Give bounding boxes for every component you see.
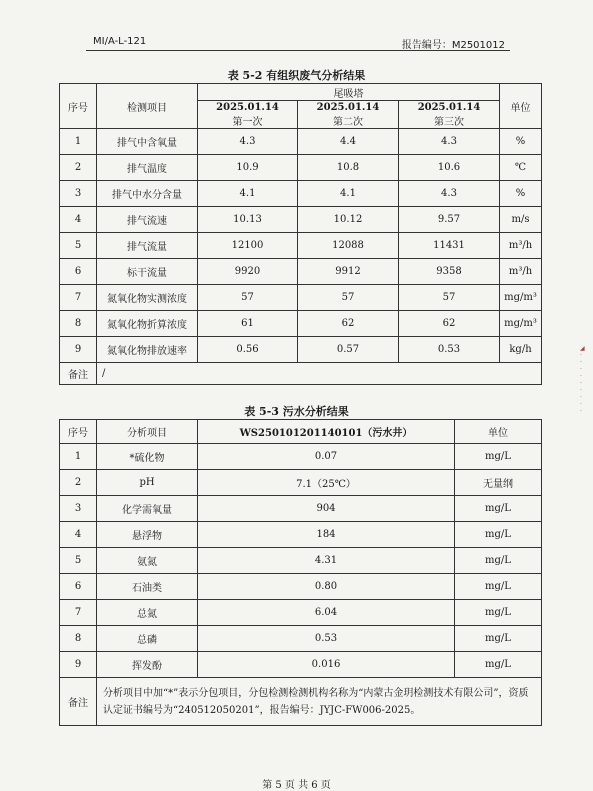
stamp-edge-mark: ◢ · · · · · · · · · bbox=[580, 345, 585, 415]
row-value: 4.3 bbox=[399, 181, 500, 207]
table1-note-value: / bbox=[97, 363, 542, 385]
col-item-header: 分析项目 bbox=[97, 420, 198, 444]
row-unit: kg/h bbox=[500, 337, 542, 363]
row-value: 0.016 bbox=[198, 652, 455, 678]
row-item: 总氮 bbox=[97, 600, 198, 626]
row-value: 61 bbox=[198, 311, 298, 337]
row-item: pH bbox=[97, 470, 198, 496]
page-number: 第 5 页 共 6 页 bbox=[262, 780, 331, 791]
row-number: 6 bbox=[60, 574, 97, 600]
row-number: 2 bbox=[60, 470, 97, 496]
row-item: 排气中含氧量 bbox=[97, 129, 198, 155]
table-row bbox=[60, 311, 542, 337]
row-item: 氮氧化物排放速率 bbox=[97, 337, 198, 363]
row-value: 11431 bbox=[399, 233, 500, 259]
row-value: 62 bbox=[298, 311, 399, 337]
row-value: 0.07 bbox=[198, 444, 455, 470]
table-row bbox=[60, 444, 542, 470]
row-item: 氮氧化物实测浓度 bbox=[97, 285, 198, 311]
col-no-header: 序号 bbox=[60, 420, 97, 444]
row-value: 7.1（25℃） bbox=[198, 470, 455, 496]
row-item: 氮氧化物折算浓度 bbox=[97, 311, 198, 337]
row-value: 10.12 bbox=[298, 207, 399, 233]
table-row bbox=[60, 181, 542, 207]
row-unit: mg/L bbox=[455, 444, 542, 470]
row-item: 氨氮 bbox=[97, 548, 198, 574]
row-value: 0.57 bbox=[298, 337, 399, 363]
row-number: 6 bbox=[60, 259, 97, 285]
row-number: 3 bbox=[60, 181, 97, 207]
row-unit: % bbox=[500, 129, 542, 155]
row-value: 9920 bbox=[198, 259, 298, 285]
row-value: 10.8 bbox=[298, 155, 399, 181]
table2-caption: 表 5-3 污水分析结果 bbox=[244, 405, 349, 418]
table-row bbox=[60, 337, 542, 363]
table-row bbox=[60, 548, 542, 574]
table-row bbox=[60, 652, 542, 678]
row-item: 化学需氧量 bbox=[97, 496, 198, 522]
col-sample-header: WS250101201140101（污水井） bbox=[198, 420, 455, 444]
table2-note-text: 分析项目中加“*”表示分包项目，分包检测检测机构名称为“内蒙古金玥检测技术有限公司”，资质认定证书编号为“240512050201”，报告编号：JYJC-FW006-2025。 bbox=[97, 678, 542, 726]
row-number: 2 bbox=[60, 155, 97, 181]
table-row bbox=[60, 129, 542, 155]
table1-note-label: 备注 bbox=[60, 363, 97, 385]
col-unit-header: 单位 bbox=[500, 84, 542, 129]
col-item-header: 检测项目 bbox=[97, 84, 198, 129]
table-row bbox=[60, 470, 542, 496]
row-unit: mg/L bbox=[455, 652, 542, 678]
waste-gas-table bbox=[59, 83, 542, 385]
table-row bbox=[60, 626, 542, 652]
row-unit: m/s bbox=[500, 207, 542, 233]
group-header: 尾吸塔 bbox=[198, 84, 500, 101]
run3-header: 2025.01.14 第三次 bbox=[399, 101, 500, 129]
table-row bbox=[60, 155, 542, 181]
row-item: 总磷 bbox=[97, 626, 198, 652]
report-number: 报告编号：M2501012 bbox=[401, 40, 505, 51]
row-number: 5 bbox=[60, 233, 97, 259]
row-number: 5 bbox=[60, 548, 97, 574]
row-number: 3 bbox=[60, 496, 97, 522]
row-value: 12100 bbox=[198, 233, 298, 259]
row-value: 10.6 bbox=[399, 155, 500, 181]
row-unit: mg/L bbox=[455, 626, 542, 652]
table-row bbox=[60, 522, 542, 548]
row-unit: mg/L bbox=[455, 522, 542, 548]
table-row bbox=[60, 600, 542, 626]
row-item: 挥发酚 bbox=[97, 652, 198, 678]
row-value: 184 bbox=[198, 522, 455, 548]
row-unit: m³/h bbox=[500, 233, 542, 259]
row-value: 4.31 bbox=[198, 548, 455, 574]
table-row bbox=[60, 285, 542, 311]
row-number: 7 bbox=[60, 285, 97, 311]
row-unit: mg/L bbox=[455, 496, 542, 522]
row-value: 0.56 bbox=[198, 337, 298, 363]
table1-caption: 表 5-2 有组织废气分析结果 bbox=[227, 69, 366, 82]
table-row bbox=[60, 496, 542, 522]
row-value: 4.1 bbox=[198, 181, 298, 207]
row-value: 10.13 bbox=[198, 207, 298, 233]
row-number: 8 bbox=[60, 311, 97, 337]
run2-header: 2025.01.14 第二次 bbox=[298, 101, 399, 129]
row-value: 10.9 bbox=[198, 155, 298, 181]
row-item: 排气流量 bbox=[97, 233, 198, 259]
row-item: 排气流速 bbox=[97, 207, 198, 233]
table2-note-label: 备注 bbox=[60, 678, 97, 726]
row-number: 1 bbox=[60, 444, 97, 470]
table-row bbox=[60, 233, 542, 259]
row-unit: 无量纲 bbox=[455, 470, 542, 496]
row-number: 1 bbox=[60, 129, 97, 155]
row-item: 排气中水分含量 bbox=[97, 181, 198, 207]
row-number: 4 bbox=[60, 207, 97, 233]
row-item: 排气温度 bbox=[97, 155, 198, 181]
row-value: 57 bbox=[198, 285, 298, 311]
row-unit: mg/L bbox=[455, 548, 542, 574]
row-value: 9912 bbox=[298, 259, 399, 285]
row-number: 4 bbox=[60, 522, 97, 548]
row-value: 0.53 bbox=[198, 626, 455, 652]
row-item: *硫化物 bbox=[97, 444, 198, 470]
row-number: 7 bbox=[60, 600, 97, 626]
row-value: 6.04 bbox=[198, 600, 455, 626]
row-number: 8 bbox=[60, 626, 97, 652]
row-unit: ℃ bbox=[500, 155, 542, 181]
run1-header: 2025.01.14 第一次 bbox=[198, 101, 298, 129]
row-value: 4.1 bbox=[298, 181, 399, 207]
col-unit-header: 单位 bbox=[455, 420, 542, 444]
row-unit: mg/m³ bbox=[500, 311, 542, 337]
row-value: 57 bbox=[298, 285, 399, 311]
row-value: 62 bbox=[399, 311, 500, 337]
row-unit: mg/L bbox=[455, 600, 542, 626]
wastewater-table bbox=[59, 419, 542, 726]
row-value: 0.53 bbox=[399, 337, 500, 363]
row-value: 9.57 bbox=[399, 207, 500, 233]
row-number: 9 bbox=[60, 337, 97, 363]
row-unit: % bbox=[500, 181, 542, 207]
row-value: 4.3 bbox=[198, 129, 298, 155]
row-value: 4.3 bbox=[399, 129, 500, 155]
table-row bbox=[60, 259, 542, 285]
row-value: 12088 bbox=[298, 233, 399, 259]
row-item: 标干流量 bbox=[97, 259, 198, 285]
col-no-header: 序号 bbox=[60, 84, 97, 129]
row-unit: mg/m³ bbox=[500, 285, 542, 311]
row-value: 4.4 bbox=[298, 129, 399, 155]
row-item: 石油类 bbox=[97, 574, 198, 600]
row-unit: mg/L bbox=[455, 574, 542, 600]
table-row bbox=[60, 207, 542, 233]
row-value: 0.80 bbox=[198, 574, 455, 600]
row-unit: m³/h bbox=[500, 259, 542, 285]
table-row bbox=[60, 574, 542, 600]
row-value: 9358 bbox=[399, 259, 500, 285]
row-number: 9 bbox=[60, 652, 97, 678]
document-code: MI/A-L-121 bbox=[93, 36, 147, 47]
row-item: 悬浮物 bbox=[97, 522, 198, 548]
header-rule bbox=[86, 50, 510, 51]
row-value: 57 bbox=[399, 285, 500, 311]
row-value: 904 bbox=[198, 496, 455, 522]
